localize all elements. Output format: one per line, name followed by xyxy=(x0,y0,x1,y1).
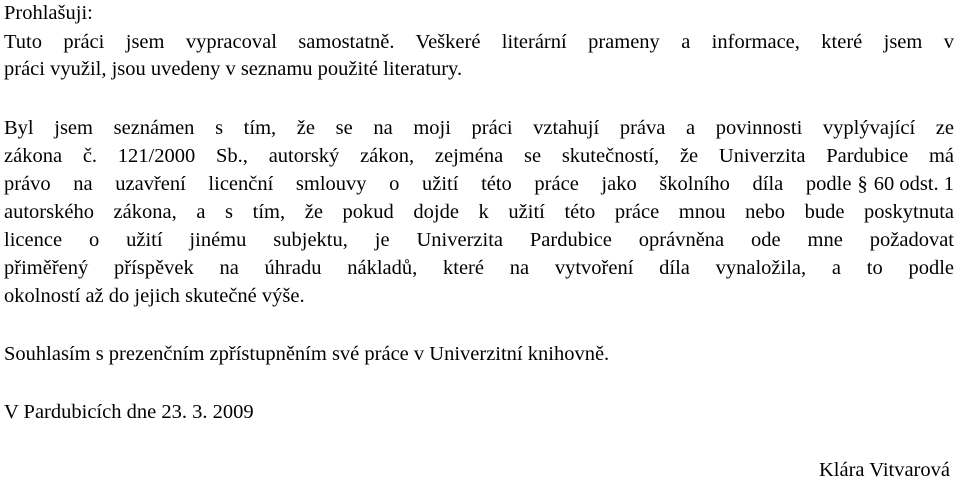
paragraph-2-line-3 xyxy=(4,174,954,195)
paragraph-2-line-4: autorského zákona, a s tím, že pokud dojde k užití této práce mnou nebo bude poskytnuta xyxy=(4,201,954,223)
paragraph-2-line-7: okolností až do jejich skutečné výše. xyxy=(4,285,305,307)
section-sign: § xyxy=(857,173,868,195)
paragraph-3: Souhlasím s prezenčním zpřístupněním své práce v Univerzitní knihovně. xyxy=(4,343,610,365)
paragraph-2-line-3-ref: 60 odst. 1 xyxy=(873,173,954,195)
paragraph-1-line-1: Tuto práci jsem vypracoval samostatně. Veškeré literární prameny a informace, které jsem v xyxy=(4,31,954,53)
paragraph-2-line-6: přiměřený příspěvek na úhradu nákladů, které na vytvoření díla vynaložila, a to podle xyxy=(4,257,954,279)
paragraph-2-line-2: zákona č. 121/2000 Sb., autorský zákon, zejména se skutečností, že Univerzita Pardubice má xyxy=(4,145,954,167)
signature-name: Klára Vitvarová xyxy=(818,459,950,481)
paragraph-2-line-3-text: právo na uzavření licenční smlouvy o užití této práce jako školního díla podle xyxy=(4,173,852,195)
paragraph-1-line-2: práci využil, jsou uvedeny v seznamu použité literatury. xyxy=(4,58,463,80)
place-and-date: V Pardubicích dne 23. 3. 2009 xyxy=(4,401,254,423)
paragraph-2-line-5: licence o užití jinému subjektu, je Univerzita Pardubice oprávněna ode mne požadovat xyxy=(4,229,954,251)
paragraph-2-line-1: Byl jsem seznámen s tím, že se na moji práci vztahují práva a povinnosti vyplývající ze xyxy=(4,117,954,139)
heading: Prohlašuji: xyxy=(4,2,93,24)
